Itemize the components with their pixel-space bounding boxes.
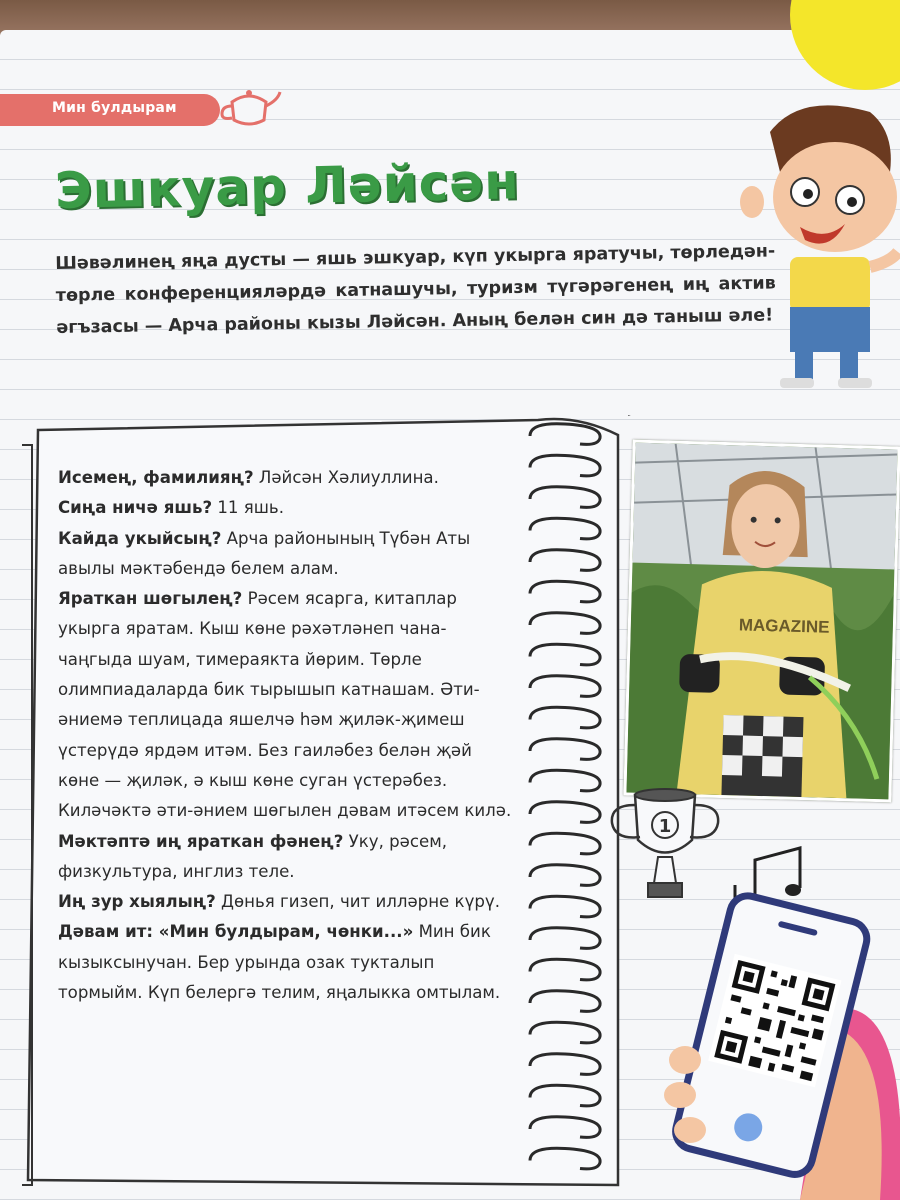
question: Кайда укыйсың? [58,528,222,548]
answer: Уку, рәсем, физкультура, инглиз теле. [58,831,447,881]
interview-item [58,892,500,911]
question: Дәвам ит: «Мин булдырам, чөнки...» [58,922,414,942]
spiral-ring [530,1117,600,1138]
spiral-ring [530,581,600,602]
intro-paragraph: Шәвәлинең яңа дусты — яшь эшкуар, күп укырга яратучы, төрледән-төрле конференцияләрдә катнашучы, туризм түгәрәгенең иң актив әгъзасы — Арча районы кызы Ләйсән. Аның белән син дә таныш әле! [55,241,776,338]
interview-item [58,529,470,578]
spiral-ring [530,1148,600,1169]
question: Яраткан шөгылең? [58,589,243,609]
spiral-ring [530,991,600,1012]
interview-item [58,832,447,881]
page-title: Эшкуар Ләйсән [54,152,521,220]
spiral-ring [530,865,600,886]
trophy-number: 1 [658,816,672,837]
shirt-text: MAGAZINE [738,615,830,637]
portrait-photo [623,440,900,803]
spiral-ring [530,802,600,823]
phone-qr-icon [630,890,900,1200]
spiral-ring [530,833,600,854]
spiral-ring [530,707,600,728]
answer: Рәсем ясарга, китаплар укырга яратам. Кыш көне рәхәтләнеп чана-чаңгыда шуам, тимераякта йөрим. Төрле олимпиадаларда бик тырышып катнашам. Әти-әниемә теплицада яшелчә һәм җиләк-җимеш үстерүдә ярдәм итәм. Без гаиләбез белән җәй көне — җиләк, ә кыш көне суган үстерәбез. Киләчәктә әти-әнием шөгылен дәвам итәсем килә. [58,589,512,821]
answer: Арча районының Түбән Аты авылы мәктәбендә белем алам. [58,528,471,578]
spiral-ring [530,676,600,697]
teapot-icon [214,84,284,130]
answer: Дөнья гизеп, чит илләрне күрү. [215,892,501,912]
spiral-ring [530,487,600,508]
answer: Мин бик кызыксынучан. Бер урында озак тукталып тормыйм. Күп белергә телим, яңалыкка омтылам. [58,922,501,1003]
answer: 11 яшь. [212,498,284,518]
notebook-spiral [520,410,610,1180]
question: Мәктәптә иң яраткан фәнең? [58,831,344,851]
interview-text [58,463,516,1008]
spiral-ring [530,959,600,980]
cartoon-boy-illustration [740,92,900,392]
question: Исемең, фамилияң? [58,468,254,487]
spiral-ring [530,550,600,571]
section-label: Мин булдырам [52,100,177,116]
spiral-ring [530,770,600,791]
interview-item [58,589,511,820]
answer: Ләйсән Хәлиуллина. [253,468,439,487]
spiral-ring [530,424,600,445]
question: Сиңа ничә яшь? [58,498,213,518]
spiral-ring [530,518,600,539]
spiral-ring [530,613,600,634]
photo-image [626,443,897,800]
interview-item [58,468,439,487]
spiral-ring [530,1054,600,1075]
spiral-ring [530,1085,600,1106]
spiral-ring [530,928,600,949]
interview-item [58,922,500,1002]
question: Иң зур хыялың? [58,892,216,912]
spiral-ring [530,455,600,476]
interview-item [58,498,284,517]
spiral-ring [530,644,600,665]
spiral-ring [530,896,600,917]
spiral-ring [530,739,600,760]
spiral-ring [530,1022,600,1043]
